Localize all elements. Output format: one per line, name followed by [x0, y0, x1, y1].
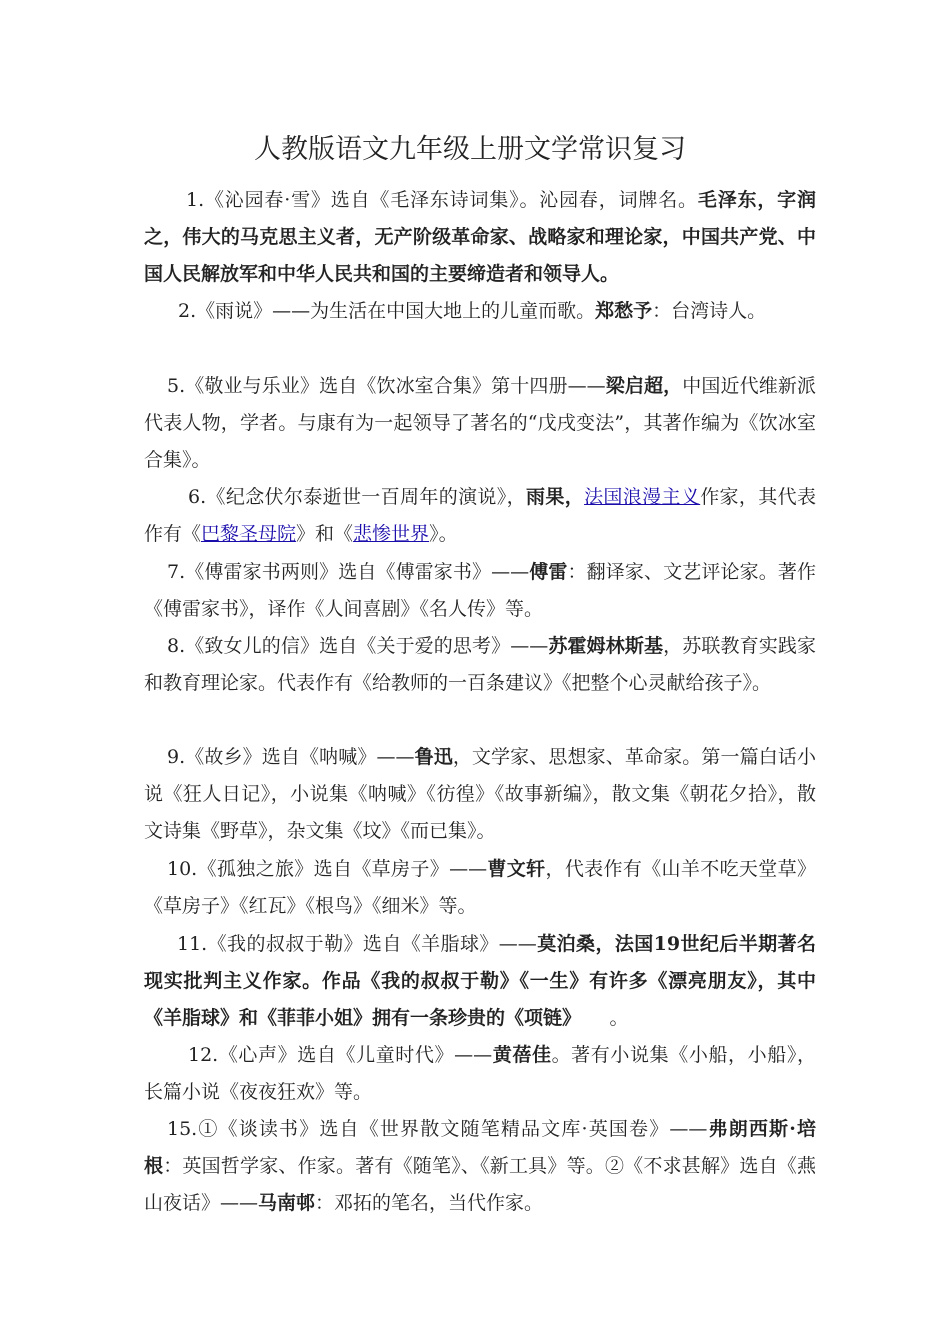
text-run: ，文学家、思想家、革命家。第一篇白话小说《狂人日记》，小说集《呐喊》《彷徨》《故事新编》，散文集《朝花夕拾》，散文诗集《野草》，杂文集《坟》《而已集》。 — [144, 746, 816, 842]
text-run: 。著有小说集《小船，小船》，长篇小说《夜夜狂欢》等。 — [144, 1044, 816, 1103]
text-run: 1.《沁园春·雪》选自《毛泽东诗词集》。沁园春，词牌名。 — [186, 189, 698, 211]
bold-text-run: 鲁迅 — [414, 746, 453, 768]
bold-text-run: 黄蓓佳 — [492, 1044, 552, 1066]
bold-text-run: 弗朗西斯·培根 — [144, 1118, 816, 1177]
text-run: 15.①《谈读书》选自《世界散文随笔精品文库·英国卷》—— — [167, 1118, 708, 1140]
paragraph-item-15 — [144, 1111, 816, 1222]
hyperlink[interactable]: 悲惨世界 — [353, 523, 430, 545]
bold-text-run: 雨果， — [526, 486, 585, 508]
bold-text-run: 毛泽东，字润之，伟大的马克思主义者，无产阶级革命家、战略家和理论家，中国共产党、中国人民解放军和中华人民共和国的主要缔造者和领导人。 — [144, 189, 816, 285]
document-title: 人教版语文九年级上册文学常识复习 — [254, 134, 686, 165]
text-run: 8.《致女儿的信》选自《关于爱的思考》—— — [167, 635, 549, 657]
text-run: 9.《故乡》选自《呐喊》—— — [167, 746, 415, 768]
paragraph-item-8 — [144, 628, 816, 702]
paragraph-item-11 — [144, 926, 816, 1037]
text-run: 6.《纪念伏尔泰逝世一百周年的演说》， — [188, 486, 526, 508]
text-run: 2.《雨说》——为生活在中国大地上的儿童而歌。 — [178, 300, 596, 322]
text-run: 》。 — [429, 523, 458, 545]
text-run: 中国近代维新派代表人物，学者。与康有为一起领导了著名的“戊戌变法”，其著作编为《饮冰室合集》。 — [144, 375, 816, 471]
text-run: 10.《孤独之旅》选自《草房子》—— — [167, 858, 488, 880]
hyperlink[interactable]: 巴黎圣母院 — [201, 523, 297, 545]
bold-text-run: 苏霍姆林斯基 — [548, 635, 664, 657]
paragraph-item-7 — [144, 554, 816, 628]
paragraph-item-2 — [144, 293, 816, 330]
bold-text-run: 马南邨 — [258, 1192, 316, 1214]
text-run: 7.《傅雷家书两则》选自《傅雷家书》—— — [167, 561, 530, 583]
text-run: ，代表作有《山羊不吃天堂草》《草房子》《红瓦》《根鸟》《细米》等。 — [144, 858, 816, 917]
bold-text-run: 莫泊桑，法国19世纪后半期著名现实批判主义作家。作品《我的叔叔于勒》《一生》有许多《漂亮朋友》，其中《羊脂球》和《菲菲小姐》拥有一条珍贵的《项链》 — [144, 933, 816, 1029]
paragraph-item-6 — [144, 479, 816, 553]
text-run: 11.《我的叔叔于勒》选自《羊脂球》—— — [177, 933, 537, 955]
text-run: ：翻译家、文艺评论家。著作《傅雷家书》，译作《人间喜剧》《名人传》等。 — [144, 561, 816, 620]
paragraph-item-1 — [144, 182, 816, 293]
paragraph-item-5 — [144, 368, 816, 479]
text-run: ：英国哲学家、作家。著有《随笔》、《新工具》等。②《不求甚解》选自《燕山夜话》—— — [144, 1155, 816, 1214]
text-run: 》和《 — [296, 523, 354, 545]
bold-text-run: 傅雷 — [529, 561, 568, 583]
text-run: 。 — [571, 1007, 629, 1029]
text-run: ，苏联教育实践家和教育理论家。代表作有《给教师的一百条建议》《把整个心灵献给孩子》。 — [144, 635, 816, 694]
paragraph-item-9 — [144, 739, 816, 850]
text-run: ：邓拓的笔名，当代作家。 — [315, 1192, 544, 1214]
bold-text-run: 梁启超， — [605, 375, 683, 397]
text-run: ：台湾诗人。 — [652, 300, 767, 322]
bold-text-run: 郑愁予 — [595, 300, 653, 322]
text-run: 作家，其代表作有《 — [144, 486, 816, 545]
text-run: 5.《敬业与乐业》选自《饮冰室合集》第十四册—— — [167, 375, 606, 397]
hyperlink[interactable]: 法国浪漫主义 — [584, 486, 701, 508]
paragraph-item-10 — [144, 851, 816, 925]
bold-text-run: 曹文轩 — [487, 858, 546, 880]
paragraph-item-12 — [144, 1037, 816, 1111]
text-run: 12.《心声》选自《儿童时代》—— — [188, 1044, 493, 1066]
